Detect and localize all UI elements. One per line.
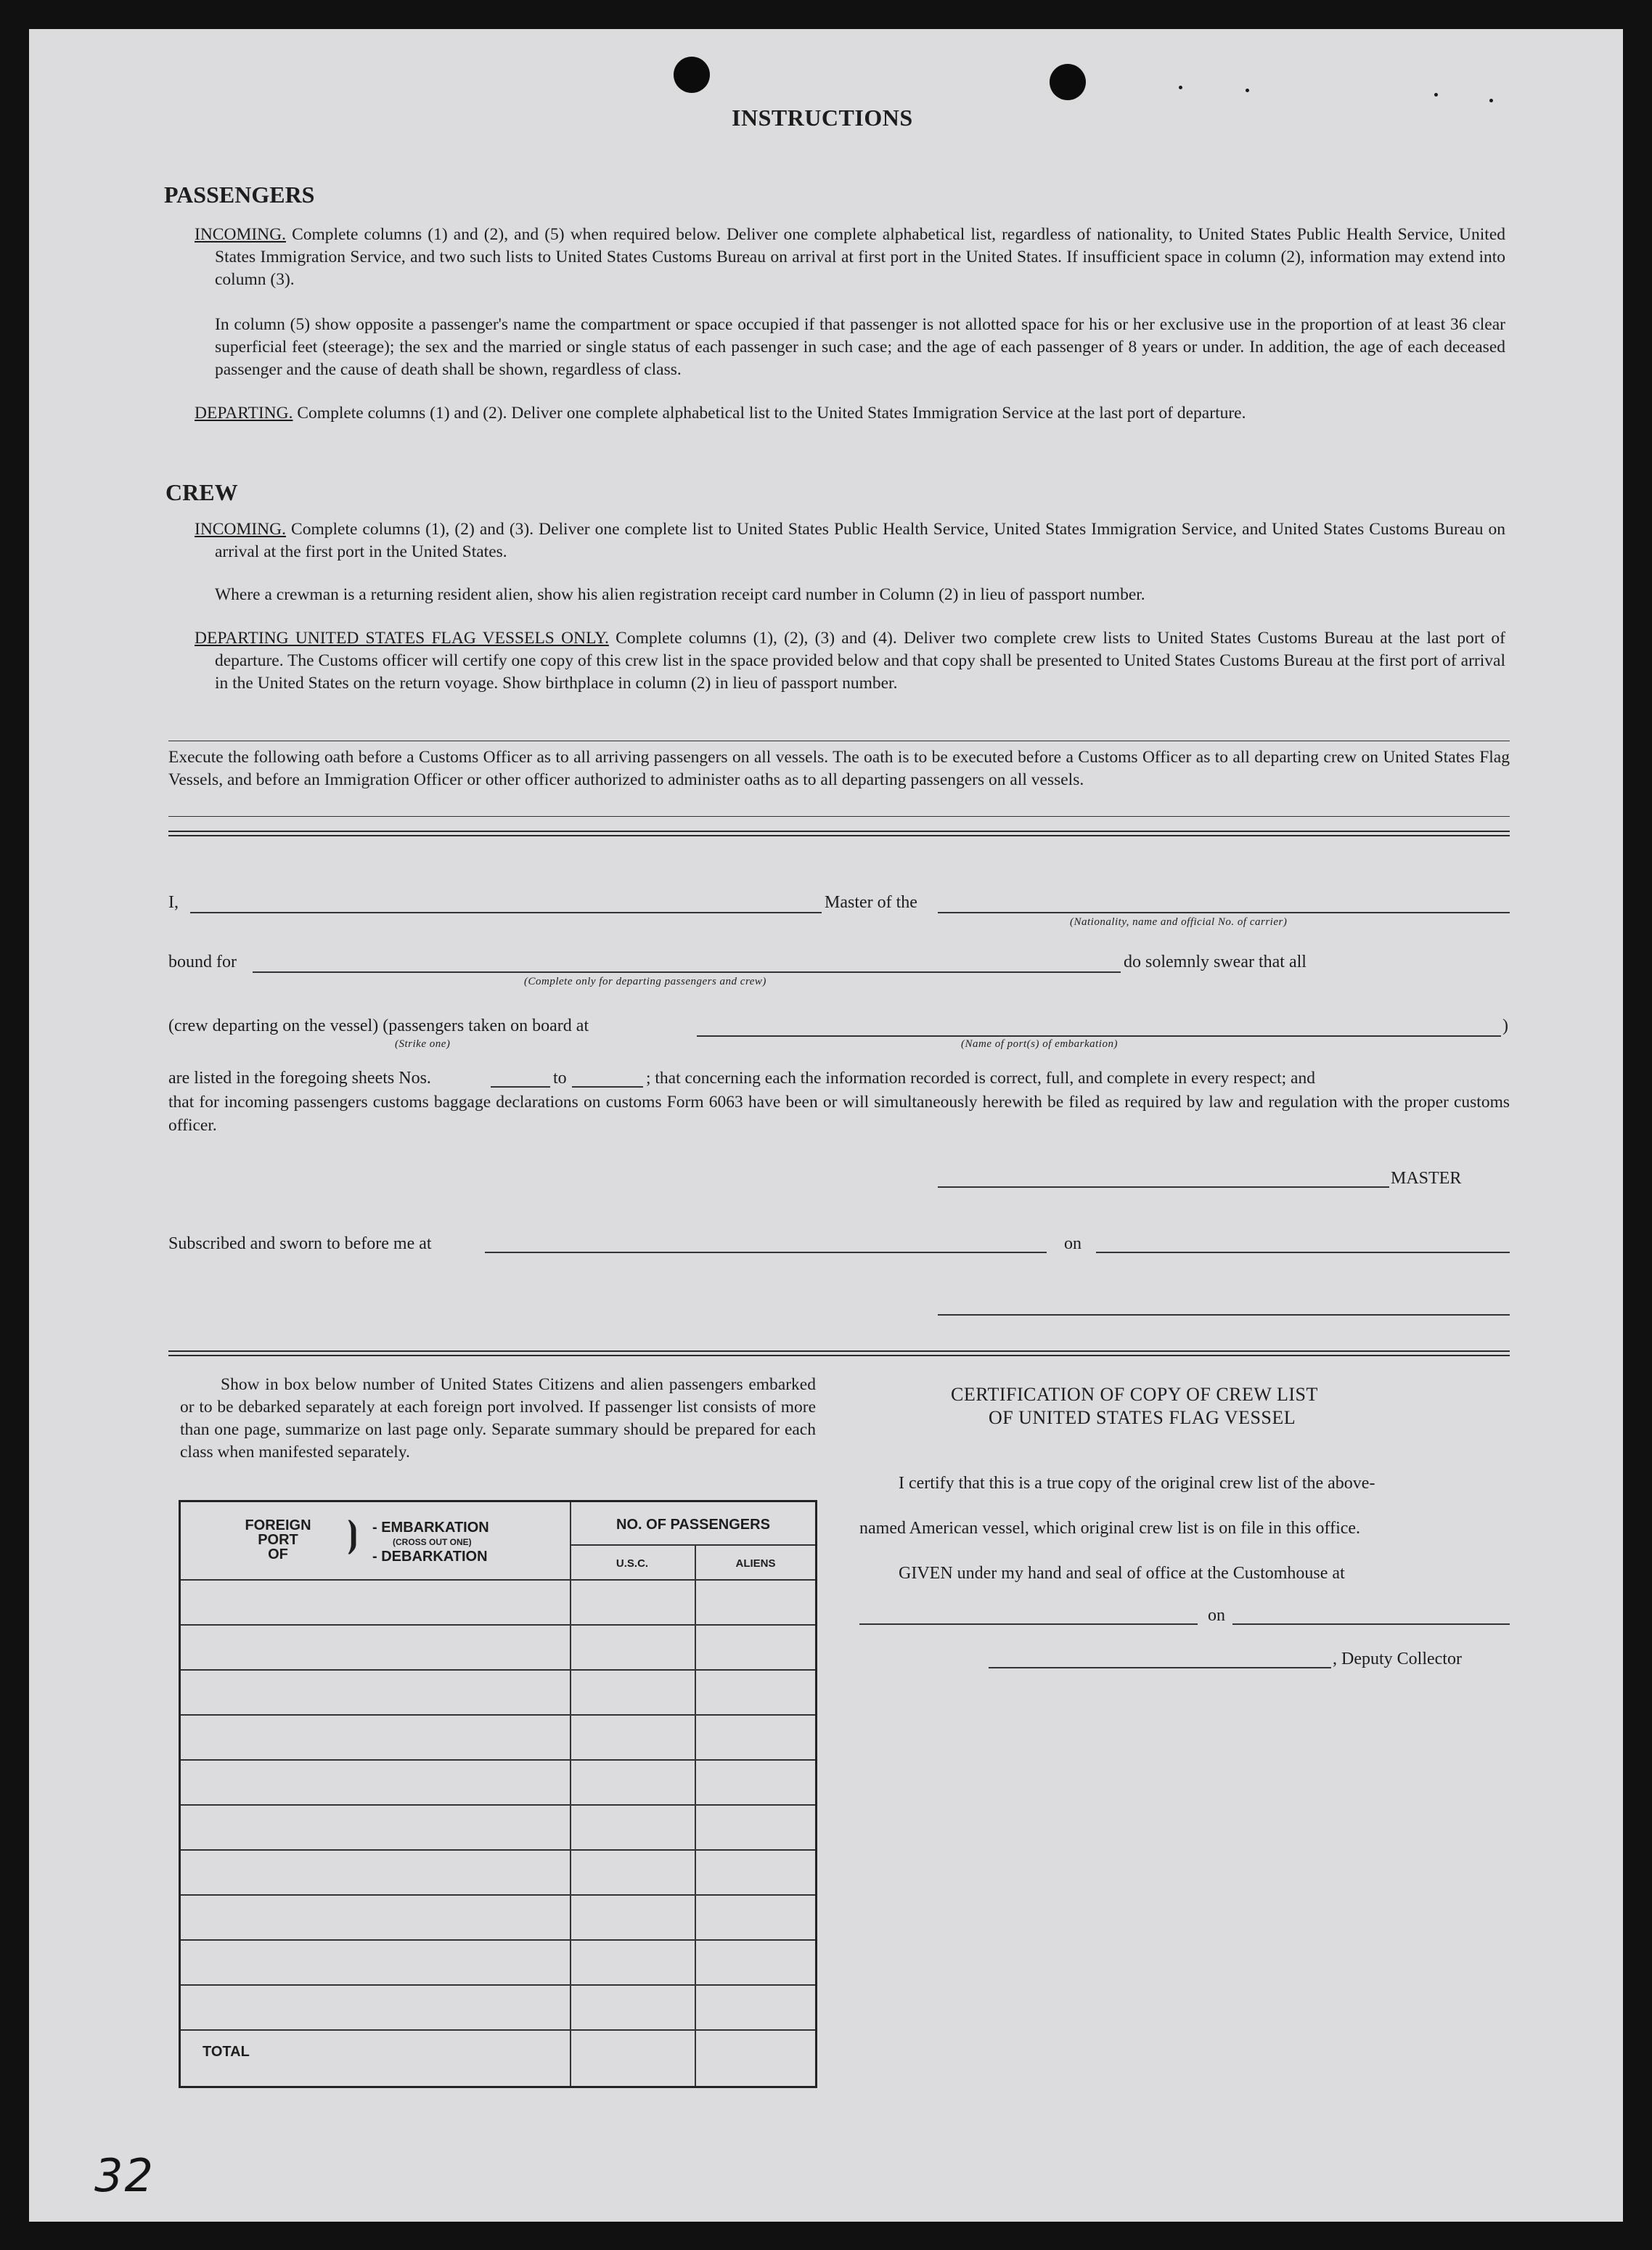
usc-header: U.S.C.	[616, 1557, 649, 1570]
cert-date-line	[1232, 1623, 1510, 1625]
oath-intro-text: Execute the following oath before a Customs Officer as to all arriving passengers on all vessels. The oath is to be executed before a Customs Officer as to all departing crew on United States Flag Vessels, and before an Immigration Officer or other officer authorized to administer oaths as to all departing passengers on all vessels.	[168, 748, 1510, 789]
no-passengers-header: NO. OF PASSENGERS	[616, 1517, 770, 1533]
passengers-incoming-text: Complete columns (1) and (2), and (5) when required below. Deliver one complete alphabetical list, regardless of nationality, to United States Public Health Service, United States Immigration Service, and two such lists to United States Customs Bureau on arrival at first port in the United States. If insufficient space in column (2), information may extend into column (3).	[215, 225, 1506, 289]
passengers-departing-paragraph	[195, 402, 1505, 425]
passengers-incoming-paragraph	[195, 224, 1506, 291]
table-row-divider	[181, 1669, 815, 1671]
table-row-divider	[181, 1849, 815, 1851]
crew-departing-text: Complete columns (1), (2), (3) and (4). Deliver two complete crew lists to United States Customs Bureau at the last port of departure. The Customs officer will certify one copy of this crew list in the space provided below and that copy shall be presented to United States Customs Bureau at the first port of arrival in the United States on the return voyage. Show birthplace in column (2) in lieu of passport number.	[215, 629, 1505, 693]
table-row-divider	[181, 1984, 815, 1986]
strike-one-caption: (Strike one)	[395, 1038, 451, 1050]
table-row-divider	[181, 1714, 815, 1716]
statement-line-1: ; that concerning each the information recorded is correct, full, and complete in every respect; and	[646, 1069, 1315, 1088]
speck	[1246, 89, 1249, 92]
crew-incoming-lead: INCOMING.	[195, 520, 286, 539]
strike-one-label: (crew departing on the vessel) (passengers taken on board at	[168, 1016, 589, 1035]
subscribed-date-line	[1096, 1252, 1510, 1253]
crew-resident-text: Where a crewman is a returning resident alien, show his alien registration receipt card number in Column (2) in lieu of passport number.	[215, 585, 1145, 604]
page-title: INSTRUCTIONS	[732, 105, 913, 131]
table-col-divider	[570, 1502, 571, 2086]
deputy-signature-line	[989, 1667, 1331, 1668]
officer-signature-line	[938, 1314, 1510, 1316]
crew-departing-paragraph	[195, 627, 1505, 695]
certification-title-2: OF UNITED STATES FLAG VESSEL	[989, 1407, 1296, 1428]
certification-title-1: CERTIFICATION OF COPY OF CREW LIST	[951, 1384, 1318, 1405]
crew-incoming-paragraph	[195, 518, 1505, 563]
oath-intro-paragraph	[168, 746, 1510, 791]
speck	[1489, 99, 1493, 102]
double-divider	[168, 1350, 1510, 1356]
subscribed-place-line	[485, 1252, 1047, 1253]
speck	[1179, 86, 1182, 89]
statement-paragraph	[168, 1091, 1510, 1137]
table-header-divider	[181, 1579, 815, 1581]
on-label: on	[1064, 1234, 1081, 1253]
crew-resident-paragraph	[215, 584, 1505, 606]
passengers-column5-text: In column (5) show opposite a passenger's name the compartment or space occupied if that passenger is not allotted space for his or her exclusive use in the proportion of at least 36 clear superficial feet (steerage); the sex and the married or single status of each passenger in such case; and the age of each passenger of 8 years or under. In addition, the age of each deceased passenger and the cause of death shall be shown, regardless of class.	[215, 315, 1505, 379]
table-row-divider	[181, 1939, 815, 1941]
double-divider	[168, 831, 1510, 836]
master-signature-label: MASTER	[1391, 1169, 1462, 1188]
bound-for-line	[253, 971, 1121, 973]
certify-line-1: I certify that this is a true copy of the original crew list of the above-	[899, 1474, 1375, 1493]
table-row-divider	[181, 2029, 815, 2031]
passengers-departing-text: Complete columns (1) and (2). Deliver one complete alphabetical list to the United States Immigration Service at the last port of departure.	[297, 404, 1246, 423]
sheets-from-line	[491, 1086, 550, 1088]
passengers-incoming-lead: INCOMING.	[195, 225, 286, 244]
handwritten-page-number: 32	[94, 2149, 155, 2202]
carrier-caption: (Nationality, name and official No. of carrier)	[1070, 916, 1288, 928]
oath-i-label: I,	[168, 893, 179, 912]
to-label: to	[553, 1069, 567, 1088]
embarkation-caption: (Name of port(s) of embarkation)	[961, 1038, 1118, 1050]
table-row-divider	[181, 1759, 815, 1761]
deputy-collector-label: , Deputy Collector	[1333, 1650, 1462, 1668]
passenger-summary-table	[179, 1500, 817, 2088]
crew-heading: CREW	[165, 479, 238, 505]
embarkation-header: - EMBARKATION	[372, 1520, 489, 1536]
brace-left: ⦘	[346, 1512, 359, 1554]
sheets-to-line	[572, 1086, 643, 1088]
subscribed-label: Subscribed and sworn to before me at	[168, 1234, 432, 1253]
document-page	[29, 29, 1623, 2222]
divider	[168, 816, 1510, 817]
passengers-heading: PASSENGERS	[164, 182, 315, 208]
summary-intro-text: Show in box below number of United States Citizens and alien passengers embarked or to be debarked separately at each foreign port involved. If passenger list consists of more than one page, summarize on last page only. Separate summary should be prepared for each class when manifested separately.	[180, 1375, 816, 1462]
table-row-divider	[181, 1894, 815, 1896]
passengers-departing-lead: DEPARTING.	[195, 404, 293, 423]
debarkation-header: - DEBARKATION	[372, 1549, 488, 1565]
swear-label: do solemnly swear that all	[1124, 953, 1307, 971]
given-line: GIVEN under my hand and seal of office at the Customhouse at	[899, 1564, 1345, 1583]
header-port: PORT	[258, 1532, 298, 1548]
table-row-divider	[181, 1804, 815, 1806]
statement-text: that for incoming passengers customs baggage declarations on customs Form 6063 have been or will simultaneously herewith be filed as required by law and regulation with the proper customs officer.	[168, 1093, 1510, 1135]
strike-close: )	[1502, 1016, 1508, 1035]
cross-out-note: (CROSS OUT ONE)	[393, 1537, 472, 1547]
foreign-port-header	[227, 1518, 329, 1562]
speck	[1434, 93, 1438, 97]
punch-hole-right	[1050, 64, 1086, 100]
sheets-label: are listed in the foregoing sheets Nos.	[168, 1069, 431, 1088]
crew-incoming-text: Complete columns (1), (2) and (3). Deliver one complete list to United States Public Health Service, United States Immigration Service, and United States Customs Bureau on arrival at the first port in the United States.	[215, 520, 1505, 561]
header-of: OF	[268, 1546, 288, 1562]
summary-intro-paragraph	[180, 1374, 816, 1464]
carrier-line	[938, 912, 1510, 913]
cert-on-label: on	[1208, 1606, 1225, 1625]
master-name-line	[190, 912, 822, 913]
table-subheader-divider	[570, 1544, 815, 1546]
total-label: TOTAL	[203, 2044, 250, 2060]
crew-departing-lead: DEPARTING UNITED STATES FLAG VESSELS ONLY.	[195, 629, 609, 648]
header-foreign: FOREIGN	[245, 1517, 311, 1533]
customhouse-line	[859, 1623, 1198, 1625]
certify-line-2: named American vessel, which original crew list is on file in this office.	[859, 1519, 1361, 1538]
passengers-column5-paragraph	[215, 314, 1505, 381]
bound-for-caption: (Complete only for departing passengers and crew)	[524, 976, 766, 987]
master-signature-line	[938, 1186, 1389, 1188]
embarkation-line	[697, 1035, 1501, 1037]
punch-hole-left	[674, 57, 710, 93]
aliens-header: ALIENS	[735, 1557, 776, 1570]
table-row-divider	[181, 1624, 815, 1626]
bound-for-label: bound for	[168, 953, 237, 971]
master-of-label: Master of the	[825, 893, 917, 912]
